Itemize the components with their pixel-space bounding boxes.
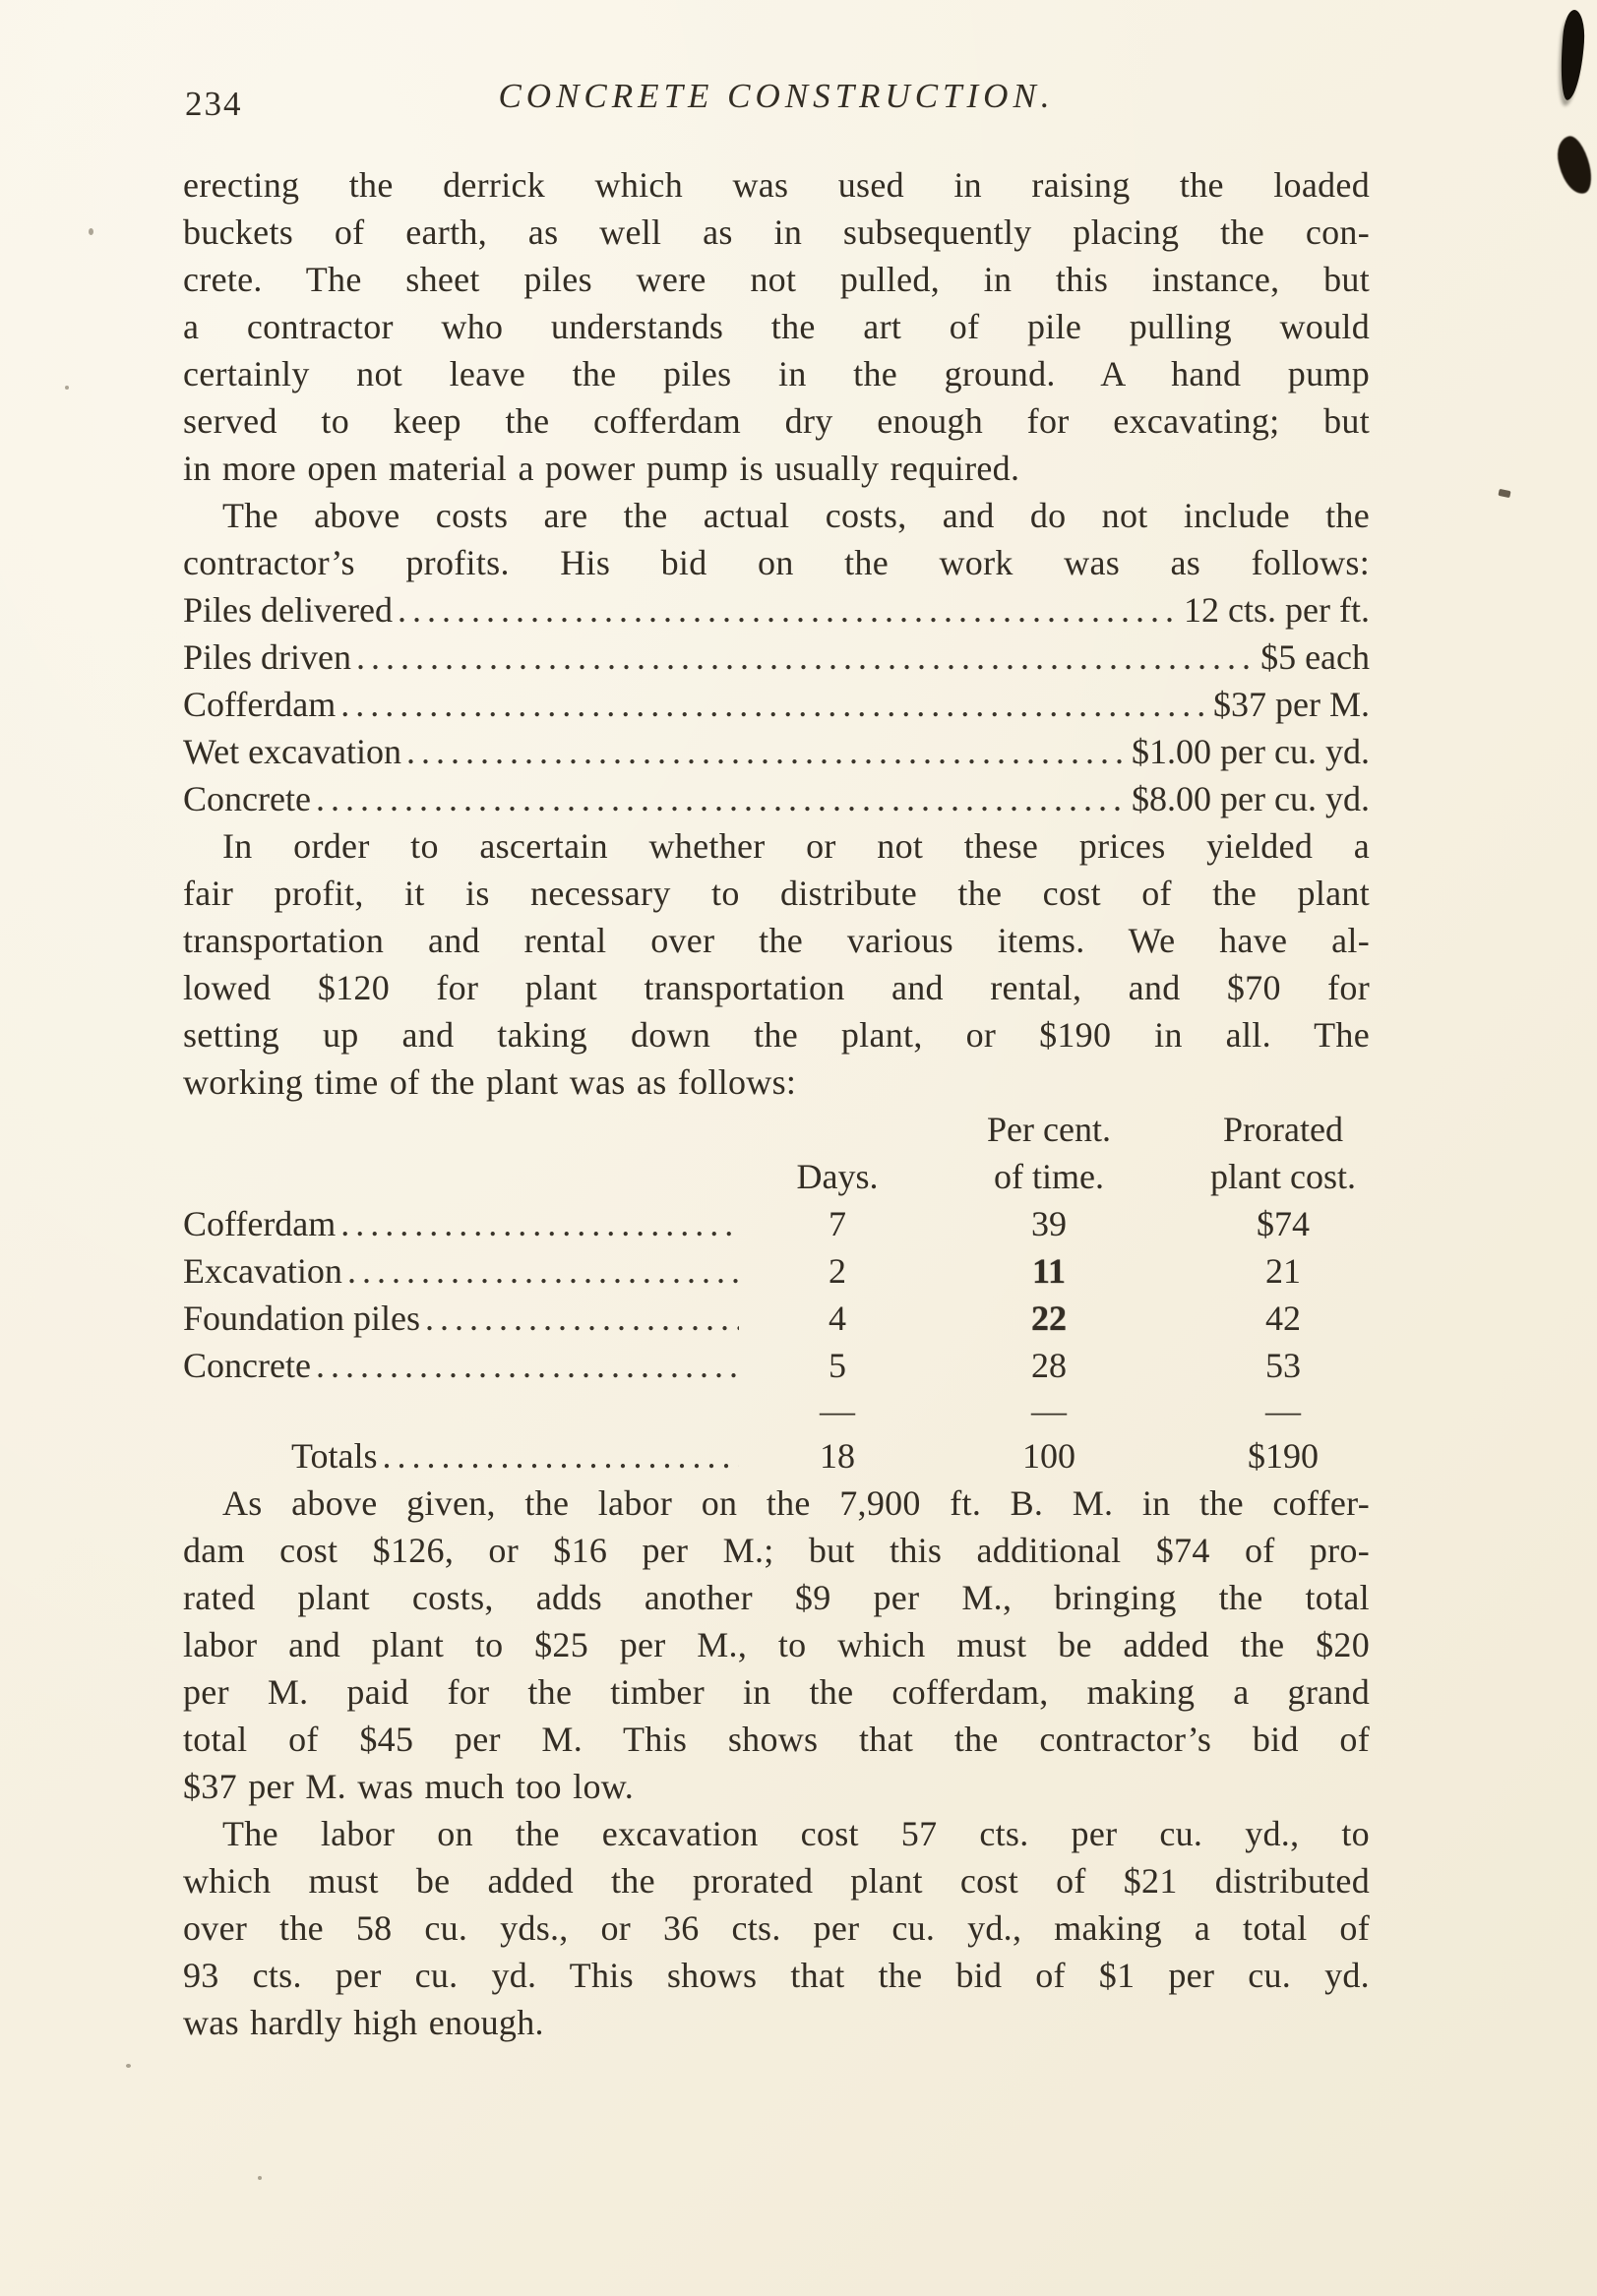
col-header-days: Days. xyxy=(796,1157,879,1196)
dot-leader xyxy=(356,634,1256,681)
dot-leader xyxy=(347,1247,739,1295)
page-content xyxy=(183,77,1370,2046)
row-days: 4 xyxy=(829,1299,846,1338)
text-line: lowed $120 for plant transportation and rental, and $70 for xyxy=(183,968,1370,1007)
row-percent: 39 xyxy=(1031,1204,1067,1243)
totals-label: Totals xyxy=(291,1436,378,1476)
col-header-percent-line1: Per cent. xyxy=(987,1110,1111,1149)
text-line: fair profit, it is necessary to distribute the cost of the plant xyxy=(183,874,1370,913)
table-row-excavation xyxy=(183,1247,1370,1295)
paragraph-excavation-cost xyxy=(183,1810,1370,2046)
row-percent: 11 xyxy=(1031,1251,1066,1291)
text-line: certainly not leave the piles in the ground. A hand pump xyxy=(183,354,1370,393)
row-days: 2 xyxy=(829,1251,846,1291)
scan-speck xyxy=(258,2176,262,2180)
scan-speck xyxy=(1498,489,1510,498)
separator-dash: — xyxy=(820,1391,855,1430)
col-header-cost-line2: plant cost. xyxy=(1210,1157,1356,1196)
row-days: 5 xyxy=(829,1346,846,1385)
separator-dash: — xyxy=(1265,1391,1301,1430)
row-cost: $74 xyxy=(1257,1204,1310,1243)
dot-leader xyxy=(406,728,1127,775)
dot-leader xyxy=(382,1432,739,1480)
ink-smudge-top xyxy=(1559,9,1586,100)
text-line: which must be added the prorated plant cost of $21 distributed xyxy=(183,1861,1370,1901)
table-header-row-2 xyxy=(183,1153,1370,1200)
paragraph-actual-costs xyxy=(183,492,1370,586)
col-header-cost-line1: Prorated xyxy=(1223,1110,1343,1149)
row-percent: 22 xyxy=(1031,1299,1067,1338)
text-line: As above given, the labor on the 7,900 ft. B. M. in the coffer- xyxy=(222,1483,1370,1523)
paragraph-derrick xyxy=(183,161,1370,492)
ink-smudge-upper xyxy=(1553,133,1596,197)
totals-days: 18 xyxy=(820,1436,855,1476)
col-header-percent-line2: of time. xyxy=(994,1157,1104,1196)
bid-row-wet-excavation xyxy=(183,728,1370,775)
totals-label-cell xyxy=(183,1432,773,1480)
text-line: was hardly high enough. xyxy=(183,2003,544,2042)
row-cost: 21 xyxy=(1265,1251,1301,1291)
bid-price: $37 per M. xyxy=(1213,685,1370,724)
text-line: In order to ascertain whether or not these prices yielded a xyxy=(222,826,1370,866)
bid-item-label: Wet excavation xyxy=(183,732,401,771)
paragraph-cofferdam-cost xyxy=(183,1480,1370,1810)
text-line: in more open material a power pump is usually required. xyxy=(183,449,1020,488)
text-line: per M. paid for the timber in the cofferdam, making a grand xyxy=(183,1672,1370,1712)
totals-percent: 100 xyxy=(1022,1436,1075,1476)
row-item-label: Concrete xyxy=(183,1346,311,1385)
text-line: dam cost $126, or $16 per M.; but this additional $74 of pro- xyxy=(183,1531,1370,1570)
text-line: erecting the derrick which was used in raising the loaded xyxy=(183,165,1370,205)
bid-item-label: Piles driven xyxy=(183,637,351,677)
row-days: 7 xyxy=(829,1204,846,1243)
text-line: a contractor who understands the art of pile pulling would xyxy=(183,307,1370,346)
bid-row-concrete xyxy=(183,775,1370,822)
text-line: 93 cts. per cu. yd. This shows that the bid of $1 per cu. yd. xyxy=(183,1956,1370,1995)
bid-price: $5 each xyxy=(1260,637,1370,677)
page-header xyxy=(183,77,1370,128)
text-line: setting up and taking down the plant, or $190 in all. The xyxy=(183,1015,1370,1055)
bid-price: $8.00 per cu. yd. xyxy=(1132,779,1370,818)
text-line: buckets of earth, as well as in subsequently placing the con- xyxy=(183,212,1370,252)
dot-leader xyxy=(340,1200,739,1247)
text-line: crete. The sheet piles were not pulled, in this instance, but xyxy=(183,260,1370,299)
table-row-foundation-piles xyxy=(183,1295,1370,1342)
table-totals-row xyxy=(183,1432,1370,1480)
running-title: CONCRETE CONSTRUCTION. xyxy=(498,77,1055,115)
separator-dash: — xyxy=(1031,1391,1067,1430)
page-number: 234 xyxy=(185,85,243,123)
paragraph-prices-profit xyxy=(183,822,1370,1106)
working-time-table xyxy=(183,1106,1370,1480)
text-line: contractor’s profits. His bid on the work was as follows: xyxy=(183,543,1370,582)
text-line: rated plant costs, adds another $9 per M., bringing the total xyxy=(183,1578,1370,1617)
row-item-cell xyxy=(183,1342,773,1389)
bid-row-cofferdam xyxy=(183,681,1370,728)
row-item-cell xyxy=(183,1200,773,1247)
dot-leader xyxy=(340,681,1208,728)
table-row-concrete xyxy=(183,1342,1370,1389)
text-line: labor and plant to $25 per M., to which must be added the $20 xyxy=(183,1625,1370,1664)
bid-price: $1.00 per cu. yd. xyxy=(1132,732,1370,771)
text-line: transportation and rental over the various items. We have al- xyxy=(183,921,1370,960)
scan-speck xyxy=(65,386,69,390)
table-separator-row xyxy=(183,1389,1370,1432)
bid-row-piles-driven xyxy=(183,634,1370,681)
dot-leader xyxy=(316,1342,739,1389)
row-item-label: Foundation piles xyxy=(183,1299,420,1338)
text-line: total of $45 per M. This shows that the contractor’s bid of xyxy=(183,1720,1370,1759)
dot-leader xyxy=(425,1295,739,1342)
scan-speck xyxy=(126,2064,131,2068)
bid-price: 12 cts. per ft. xyxy=(1184,590,1370,630)
dot-leader xyxy=(398,586,1179,634)
bid-item-label: Concrete xyxy=(183,779,311,818)
dot-leader xyxy=(316,775,1127,822)
text-line: served to keep the cofferdam dry enough for excavating; but xyxy=(183,401,1370,441)
text-line: The above costs are the actual costs, and do not include the xyxy=(222,496,1370,535)
text-line: The labor on the excavation cost 57 cts. per cu. yd., to xyxy=(222,1814,1370,1853)
text-line: $37 per M. was much too low. xyxy=(183,1767,635,1806)
scan-speck xyxy=(89,228,93,235)
bid-item-label: Piles delivered xyxy=(183,590,393,630)
bid-row-piles-delivered xyxy=(183,586,1370,634)
text-line: working time of the plant was as follows: xyxy=(183,1062,797,1102)
row-item-label: Cofferdam xyxy=(183,1204,337,1243)
row-cost: 53 xyxy=(1265,1346,1301,1385)
row-cost: 42 xyxy=(1265,1299,1301,1338)
table-header-row-1 xyxy=(183,1106,1370,1153)
bid-list xyxy=(183,586,1370,822)
bid-item-label: Cofferdam xyxy=(183,685,337,724)
row-item-cell xyxy=(183,1247,773,1295)
totals-cost: $190 xyxy=(1248,1436,1319,1476)
row-item-cell xyxy=(183,1295,773,1342)
table-row-cofferdam xyxy=(183,1200,1370,1247)
page-body xyxy=(183,161,1370,2046)
row-item-label: Excavation xyxy=(183,1251,342,1291)
text-line: over the 58 cu. yds., or 36 cts. per cu. yd., making a total of xyxy=(183,1908,1370,1948)
row-percent: 28 xyxy=(1031,1346,1067,1385)
